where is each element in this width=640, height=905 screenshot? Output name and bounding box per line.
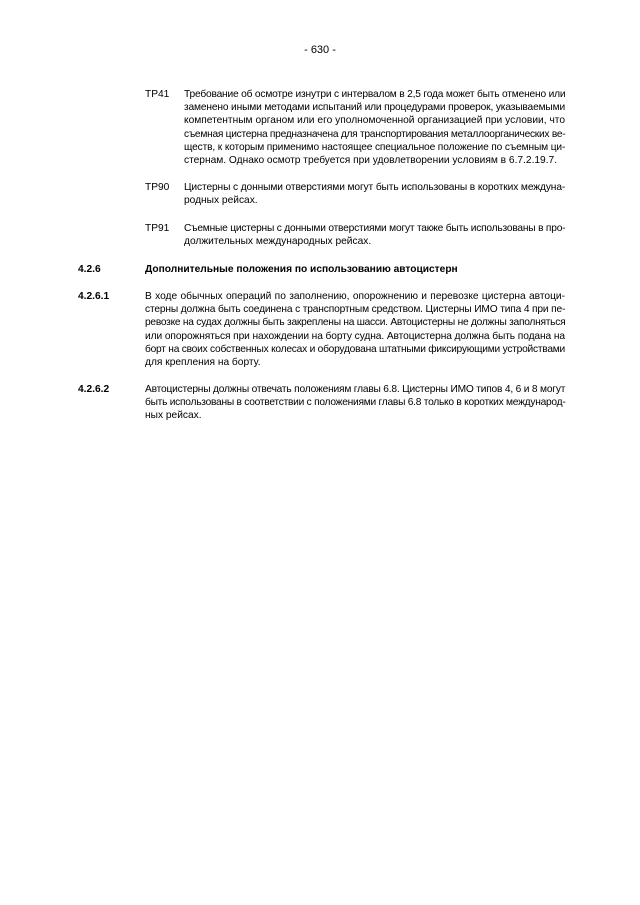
paragraph-text (145, 290, 565, 369)
text-line: Требование об осмотре изнутри с интервалом в 2,5 года может быть отменено или (184, 89, 566, 100)
provision-code: TP91 (145, 223, 170, 234)
text-line: ществ, к которым применимо настоящее специальное положение по съемным ци- (184, 141, 566, 153)
paragraph-4-2-6-2 (78, 383, 565, 423)
provision-text (184, 222, 565, 248)
text-line: стерны должна быть соединена с транспортным средством. Цистерны ИМО типа 4 при пе- (145, 304, 566, 316)
text-line: стернам. Однако осмотр требуется при удовлетворении условиям в 6.7.2.19.7. (184, 155, 558, 167)
text-line: компетентным органом или его уполномоченной организацией при условии, что (184, 115, 565, 127)
text-line: или опорожняться при нахождении на борту судна. Автоцистерна должна быть подана на (145, 330, 565, 342)
text-line: для крепления на борту. (145, 357, 261, 369)
text-line: родных рейсах. (184, 195, 258, 207)
page-number: - 630 - (304, 44, 336, 56)
paragraph-4-2-6-1 (78, 290, 565, 369)
paragraph-text (145, 383, 565, 423)
text-line: съемная цистерна предназначена для транспортирования металлоорганических ве- (184, 128, 566, 140)
text-line: борт на своих собственных колесах и оборудована штатными фиксирующими устройствами (145, 343, 565, 355)
provision-code: TP41 (145, 89, 170, 100)
text-line: заменено иными методами испытаний или процедурами проверок, указываемыми (184, 102, 565, 114)
text-line: ных рейсах. (145, 410, 202, 422)
section-4-2-6 (78, 263, 565, 276)
provision-text (184, 88, 565, 167)
text-line: Автоцистерны должны отвечать положениям главы 6.8. Цистерны ИМО типов 4, 6 и 8 могут (145, 384, 566, 395)
paragraph-number: 4.2.6.2 (78, 384, 110, 395)
provision-tp91 (145, 222, 565, 248)
text-line: должительных международных рейсах. (184, 236, 372, 248)
paragraph-number: 4.2.6.1 (78, 291, 110, 302)
text-line: ревозке на судах должны быть закреплены на шасси. Автоцистерны не должны заполняться (145, 317, 566, 329)
provision-tp90 (145, 181, 565, 207)
text-line: быть использованы в соответствии с положениями главы 6.8 только в коротких международ- (145, 397, 566, 409)
text-line: Съемные цистерны с донными отверстиями могут также быть использованы в про- (184, 223, 566, 234)
provision-text (184, 181, 565, 207)
section-heading: Дополнительные положения по использованию автоцистерн (145, 264, 458, 275)
provision-code: TP90 (145, 182, 170, 193)
provision-tp41 (145, 88, 565, 167)
text-line: Цистерны с донными отверстиями могут быть использованы в коротких междуна- (184, 182, 566, 193)
section-number: 4.2.6 (78, 264, 101, 275)
text-line: В ходе обычных операций по заполнению, опорожнению и перевозке цистерна автоци- (145, 291, 565, 302)
